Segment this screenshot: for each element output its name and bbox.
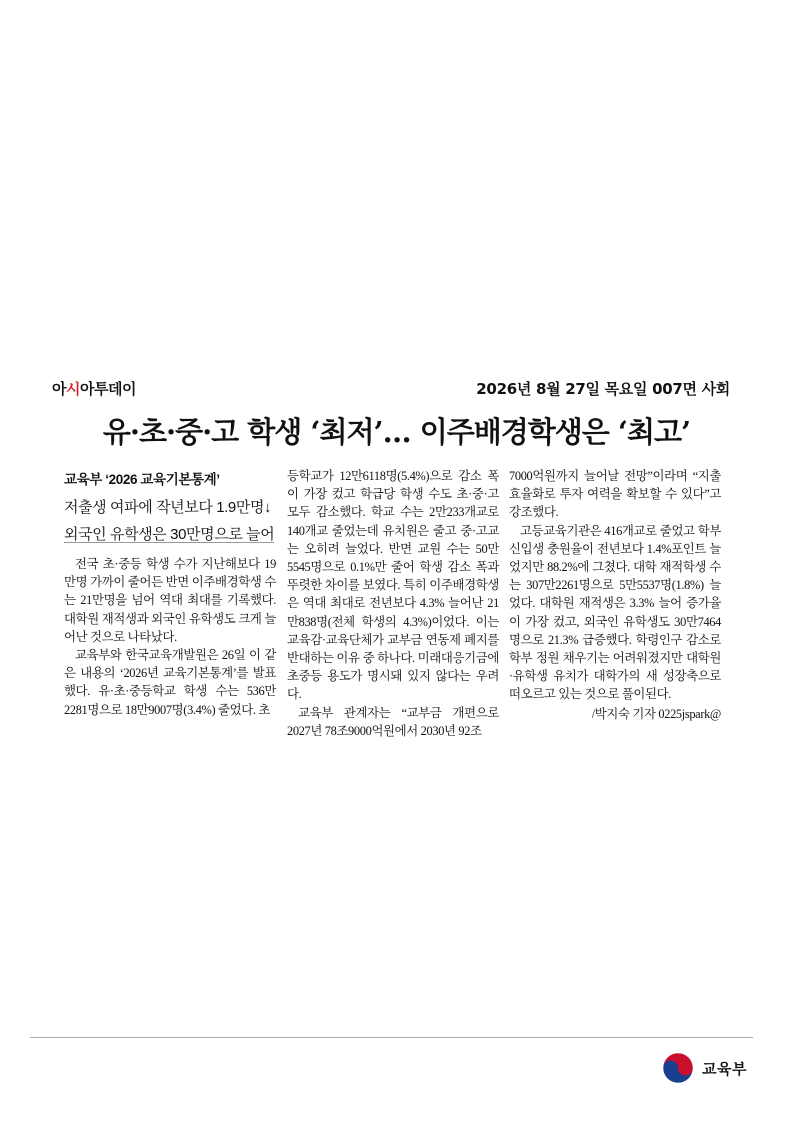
- footer-divider: [30, 1037, 753, 1038]
- logo-part1: 아: [52, 380, 66, 398]
- article-column-2: [287, 467, 499, 740]
- paragraph: 고등교육기관은 416개교로 줄었고 학부 신입생 충원율이 전년보다 1.4%포인트 늘었지만 88.2%에 그쳤다. 대학 재적학생 수는 307만2261명으로 5만5537명(1.8%) 늘었다. 대학원 재적생은 3.3% 늘어 증가율이 가장 컸고, 외국인 유학생도 30만7464명으로 21.3% 급증했다. 학령인구 감소로 학부 정원 채우기는 어려워졌지만 대학원·유학생 유치가 대학가의 새 성장축으로 떠오르고 있는 것으로 풀이된다.: [509, 523, 721, 702]
- article-column-1: [64, 555, 276, 719]
- byline: /박지숙 기자 0225jspark@: [591, 706, 721, 721]
- paragraph: 7000억원까지 늘어날 전망”이라며 “지출 효율화로 투자 여력을 확보할 수 있다”고 강조했다.: [509, 469, 721, 520]
- logo-accent: 시: [66, 380, 80, 398]
- newspaper-logo: [52, 378, 136, 399]
- subhead-divider: [64, 542, 274, 543]
- paragraph: 전국 초·중등 학생 수가 지난해보다 19만명 가까이 줄어든 반면 이주배경학생 수는 21만명을 넘어 역대 최대를 기록했다. 대학원 재적생과 외국인 유학생도 크게 늘어난 것으로 나타났다.: [64, 557, 276, 644]
- ministry-name: 교육부: [702, 1061, 747, 1078]
- paragraph: 교육부와 한국교육개발원은 26일 이 같은 내용의 ‘2026년 교육기본통계’를 발표했다. 유·초·중등학교 학생 수는 536만2281명으로 18만9007명(3.4%) 줄었다. 초: [64, 648, 276, 717]
- subhead-line-1: 교육부 ‘2026 교육기본통계’: [64, 472, 220, 487]
- subhead-line-3: 외국인 유학생은 30만명으로 늘어: [64, 526, 275, 543]
- ministry-logo: [660, 1050, 760, 1086]
- article-headline: 유·초·중·고 학생 ‘최저’… 이주배경학생은 ‘최고’: [102, 415, 691, 449]
- paragraph: 등학교가 12만6118명(5.4%)으로 감소 폭이 가장 컸고 학급당 학생 수도 초·중·고 모두 감소했다. 학교 수는 2만233개교로 140개교 줄었는데 유치원은 줄고 중·고교는 오히려 늘었다. 반면 교원 수는 50만5545명으로 0.1%만 줄어 학생 감소 폭과 뚜렷한 차이를 보였다. 특히 이주배경학생은 역대 최대로 전년보다 4.3% 늘어난 21만838명(전체 학생의 4.3%)이었다. 이는 교육감·교육단체가 교부금 연동제 폐지를 반대하는 이유 중 하나다. 미래대응기금에 초중등 용도가 명시돼 있지 않다는 우려다.: [287, 469, 499, 702]
- publication-info: 2026년 8월 27일 목요일 007면 사회: [476, 380, 730, 398]
- taegeuk-emblem-icon: [660, 1050, 696, 1086]
- masthead: [52, 378, 730, 402]
- subhead-line-2: 저출생 여파에 작년보다 1.9만명↓: [64, 499, 272, 516]
- article-column-3: [509, 467, 721, 723]
- subhead-block: [64, 468, 274, 550]
- paragraph: 교육부 관계자는 “교부금 개편으로 2027년 78조9000억원에서 2030년 92조: [287, 705, 499, 738]
- logo-part2: 아투데이: [80, 380, 136, 398]
